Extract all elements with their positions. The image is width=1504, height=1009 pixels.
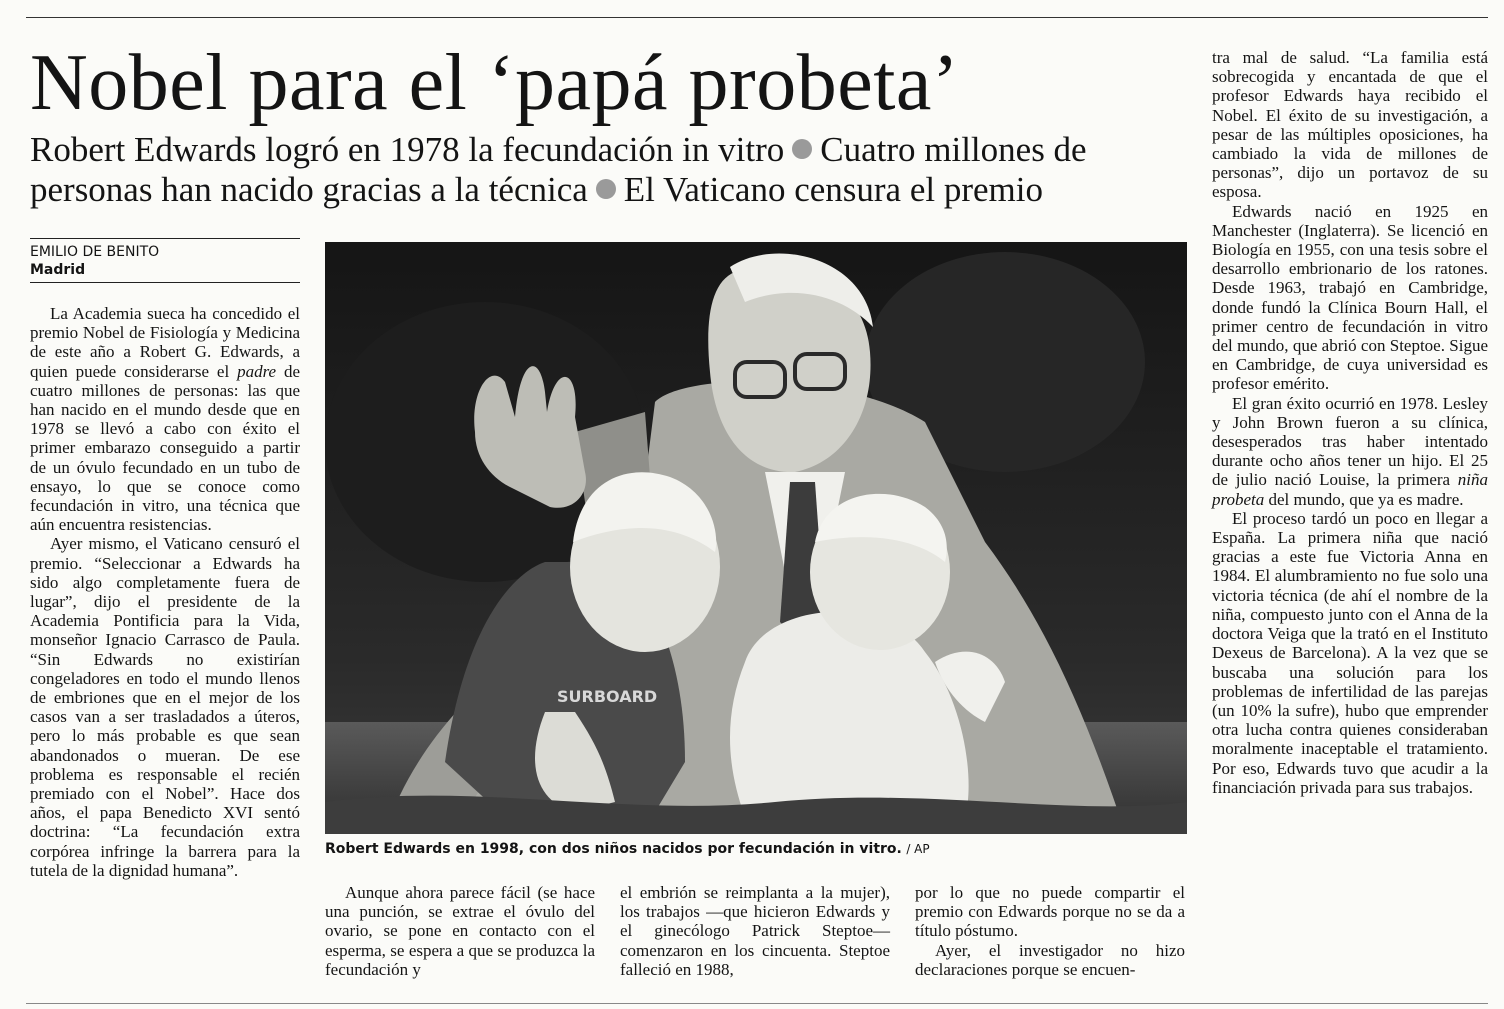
photo-illustration bbox=[325, 242, 1187, 834]
byline-city: Madrid bbox=[30, 262, 86, 278]
photo-credit: / AP bbox=[906, 842, 930, 856]
paragraph: tra mal de salud. “La familia está sobrecogida y encantada de que el profesor Edwards haya recibido el Nobel. El éxito de su investigación, a pesar de las múltiples oposiciones, ha cambiado la vida de millones de personas”, dijo un portavoz de su esposa. bbox=[1212, 48, 1488, 202]
bottom-rule bbox=[26, 1003, 1488, 1004]
paragraph-text: del mundo, que ya es madre. bbox=[1264, 489, 1464, 509]
deck-part-2: Cuatro millones de personas han nacido gracias a la técnica bbox=[30, 130, 1087, 209]
article-column-right bbox=[1212, 48, 1488, 797]
paragraph bbox=[1212, 394, 1488, 509]
top-rule bbox=[26, 17, 1488, 18]
paragraph: el embrión se reimplanta a la mujer), los trabajos —que hicieron Edwards y el ginecólogo Patrick Steptoe— comenzaron en los cincuenta. Steptoe falleció en 1988, bbox=[620, 883, 890, 979]
paragraph: por lo que no puede compartir el premio con Edwards porque no se da a título póstumo. bbox=[915, 883, 1185, 941]
emphasis-text: niña probeta bbox=[1212, 470, 1488, 509]
article-column-bottom-1 bbox=[325, 883, 595, 979]
caption-text: Robert Edwards en 1998, con dos niños nacidos por fecundación in vitro. bbox=[325, 841, 902, 857]
paragraph: Edwards nació en 1925 en Manchester (Inglaterra). Se licenció en Biología en 1955, con una tesis sobre el desarrollo embrionario de los ratones. Desde 1963, trabajó en Cambridge, donde fundó la Clínica Bourn Hall, el primer centro de fecundación in vitro del mundo, que abrió con Steptoe. Sigue en Cambridge, de cuya universidad es profesor emérito. bbox=[1212, 201, 1488, 394]
byline bbox=[30, 238, 300, 283]
deck-part-1: Robert Edwards logró en 1978 la fecundación in vitro bbox=[30, 130, 785, 169]
headline: Nobel para el ‘papá probeta’ bbox=[30, 39, 960, 127]
paragraph-text: de cuatro millones de personas: las que han nacido en el mundo desde que en 1978 se llevó a cabo con éxito el primer embarazo conseguido a partir de un óvulo fecundado en un tubo de ensayo, lo que se conoce como fecundación in vitro, una técnica que aún encuentra resistencias. bbox=[30, 361, 301, 535]
article-column-bottom-2 bbox=[620, 883, 890, 979]
paragraph: Ayer, el investigador no hizo declaraciones porque se encuen- bbox=[915, 940, 1185, 979]
paragraph: El proceso tardó un poco en llegar a España. La primera niña que nació gracias a este fue Victoria Anna en 1984. El alumbramiento no fue solo una victoria técnica (de ahí el nombre de la niña, compuesto junto con el Anna de la doctora Veiga que la trató en el Instituto Dexeus de Barcelona). A la vez que se buscaba una solución para los problemas de infertilidad de las parejas (un 10% la sufre), hubo que emprender otra lucha contra quienes consideraban moralmente inaceptable el tratamiento. Por eso, Edwards tuvo que acudir a la financiación privada para sus trabajos. bbox=[1212, 508, 1488, 797]
photo-caption bbox=[325, 840, 1187, 858]
paragraph: Ayer mismo, el Vaticano censuró el premio. “Seleccionar a Edwards ha sido algo completamente fuera de lugar”, dijo el presidente de la Academia Pontificia para la Vida, monseñor Ignacio Carrasco de Paula. “Sin Edwards no existirían congeladores en todo el mundo llenos de embriones que en el mejor de los casos van a ser trasladados a úteros, pero lo más probable es que sean abandonados o mueran. De ese problema es responsable el recién premiado con el Nobel”. Hace dos años, el papa Benedicto XVI sentó doctrina: “La fecundación extra corpórea infringe la barrera para la tutela de la dignidad humana”. bbox=[30, 534, 300, 880]
byline-author: EMILIO DE BENITO bbox=[30, 244, 160, 260]
news-photo bbox=[325, 242, 1187, 834]
bullet-dot-icon bbox=[792, 139, 812, 159]
paragraph: Aunque ahora parece fácil (se hace una punción, se extrae el óvulo del ovario, se pone en contacto con el esperma, se espera a que se produzca la fecundación y bbox=[325, 883, 595, 979]
paragraph-text: La Academia sueca ha concedido el premio Nobel de Fisiología y Medicina de este año a Robert G. Edwards, a quien puede considerarse el bbox=[30, 304, 300, 381]
emphasis-text: padre bbox=[237, 361, 277, 381]
paragraph bbox=[30, 304, 300, 534]
bullet-dot-icon bbox=[596, 179, 616, 199]
deck-part-3: El Vaticano censura el premio bbox=[623, 170, 1043, 209]
article-column-left bbox=[30, 304, 300, 880]
article-column-bottom-3 bbox=[915, 883, 1185, 979]
deck bbox=[30, 130, 1200, 210]
paragraph-text: El gran éxito ocurrió en 1978. Lesley y John Brown fueron a su clínica, desesperados tras haber intentado durante ocho años tener un hijo. El 25 de julio nació Louise, la primera bbox=[1212, 393, 1488, 490]
shirt-text: SURBOARD bbox=[557, 687, 658, 706]
